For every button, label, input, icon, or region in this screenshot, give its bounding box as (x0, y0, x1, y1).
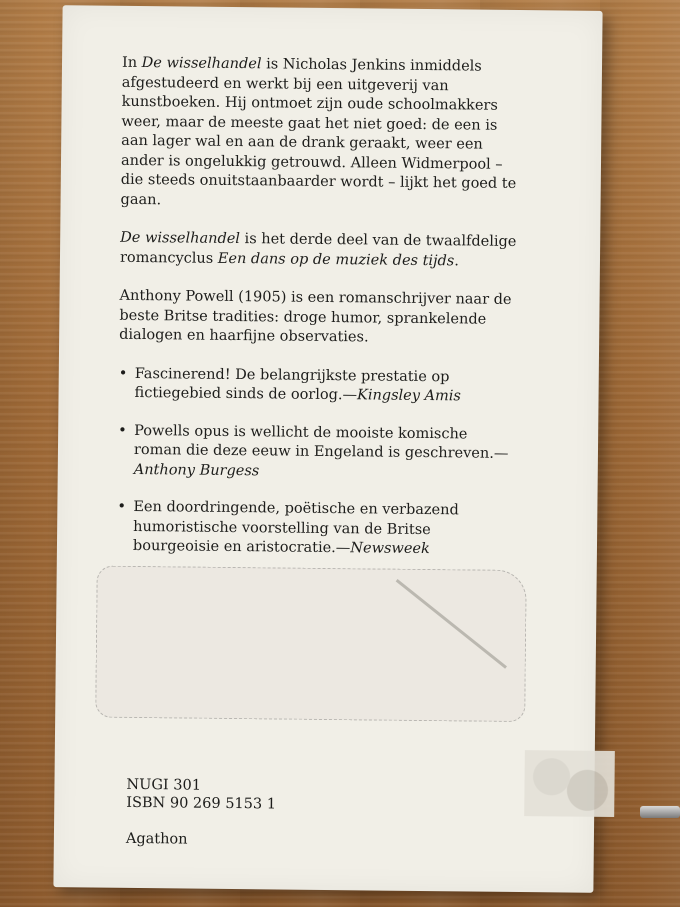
bullet-icon: • (118, 422, 127, 439)
quote-item (118, 364, 518, 407)
quote-text: Fascinerend! De belangrijkste prestatie op fictiegebied sinds de oorlog. (134, 365, 450, 404)
quote-text: Een doordringende, poëtische en verbazend humoristische voorstelling van de Britse bourgeoisie en aristocratie. (132, 498, 459, 557)
quote-text: Powells opus is wellicht de mooiste komische roman die deze eeuw in Engeland is geschreven. (133, 422, 494, 462)
quote-source: —Newsweek (335, 540, 430, 558)
publisher-name: Agathon (125, 830, 188, 848)
quote-source: —Kingsley Amis (342, 387, 461, 405)
series-paragraph (120, 229, 520, 272)
synopsis-text: is Nicholas Jenkins inmiddels afgestudeerd en werkt bij een uitgeverij van kunstboeken. Hij ontmoet zijn oude schoolmakkers weer, maar de meeste gaat het niet goed: de een is aan lager wal en aan de drank geraakt, weer een ander is ongelukkig getrouwd. Alleen Widmerpool – die steeds onuitstaanbaarder wordt – lijkt het goed te gaan. (120, 56, 517, 208)
book-footer (126, 776, 276, 850)
series-end: . (454, 252, 459, 269)
bullet-icon: • (117, 498, 127, 515)
isbn-number: ISBN 90 269 5153 1 (126, 794, 277, 813)
quote-item (117, 498, 518, 561)
series-text: is het derde deel van de twaalfdelige romancyclus (119, 231, 517, 267)
quote-source: —Anthony Burgess (133, 445, 509, 479)
torn-label-patch (524, 750, 615, 817)
synopsis-pre: In (121, 54, 142, 72)
quote-item (118, 421, 519, 484)
synopsis-paragraph (120, 54, 522, 214)
book-title-2: De wisselhandel (120, 229, 241, 248)
series-title: Een dans op de muziek des tijds (217, 250, 455, 269)
book-back-cover (53, 5, 602, 893)
author-paragraph: Anthony Powell (1905) is een romanschrijver naar de beste Britse tradities: droge humor, sprankelende dialogen en haarfijne observaties. (119, 287, 512, 346)
book-title: De wisselhandel (141, 55, 262, 73)
blurb (117, 54, 522, 579)
metal-pin (640, 806, 680, 818)
bullet-icon: • (118, 365, 128, 382)
sticker-residue (95, 566, 527, 722)
nugi-code: NUGI 301 (126, 776, 202, 794)
